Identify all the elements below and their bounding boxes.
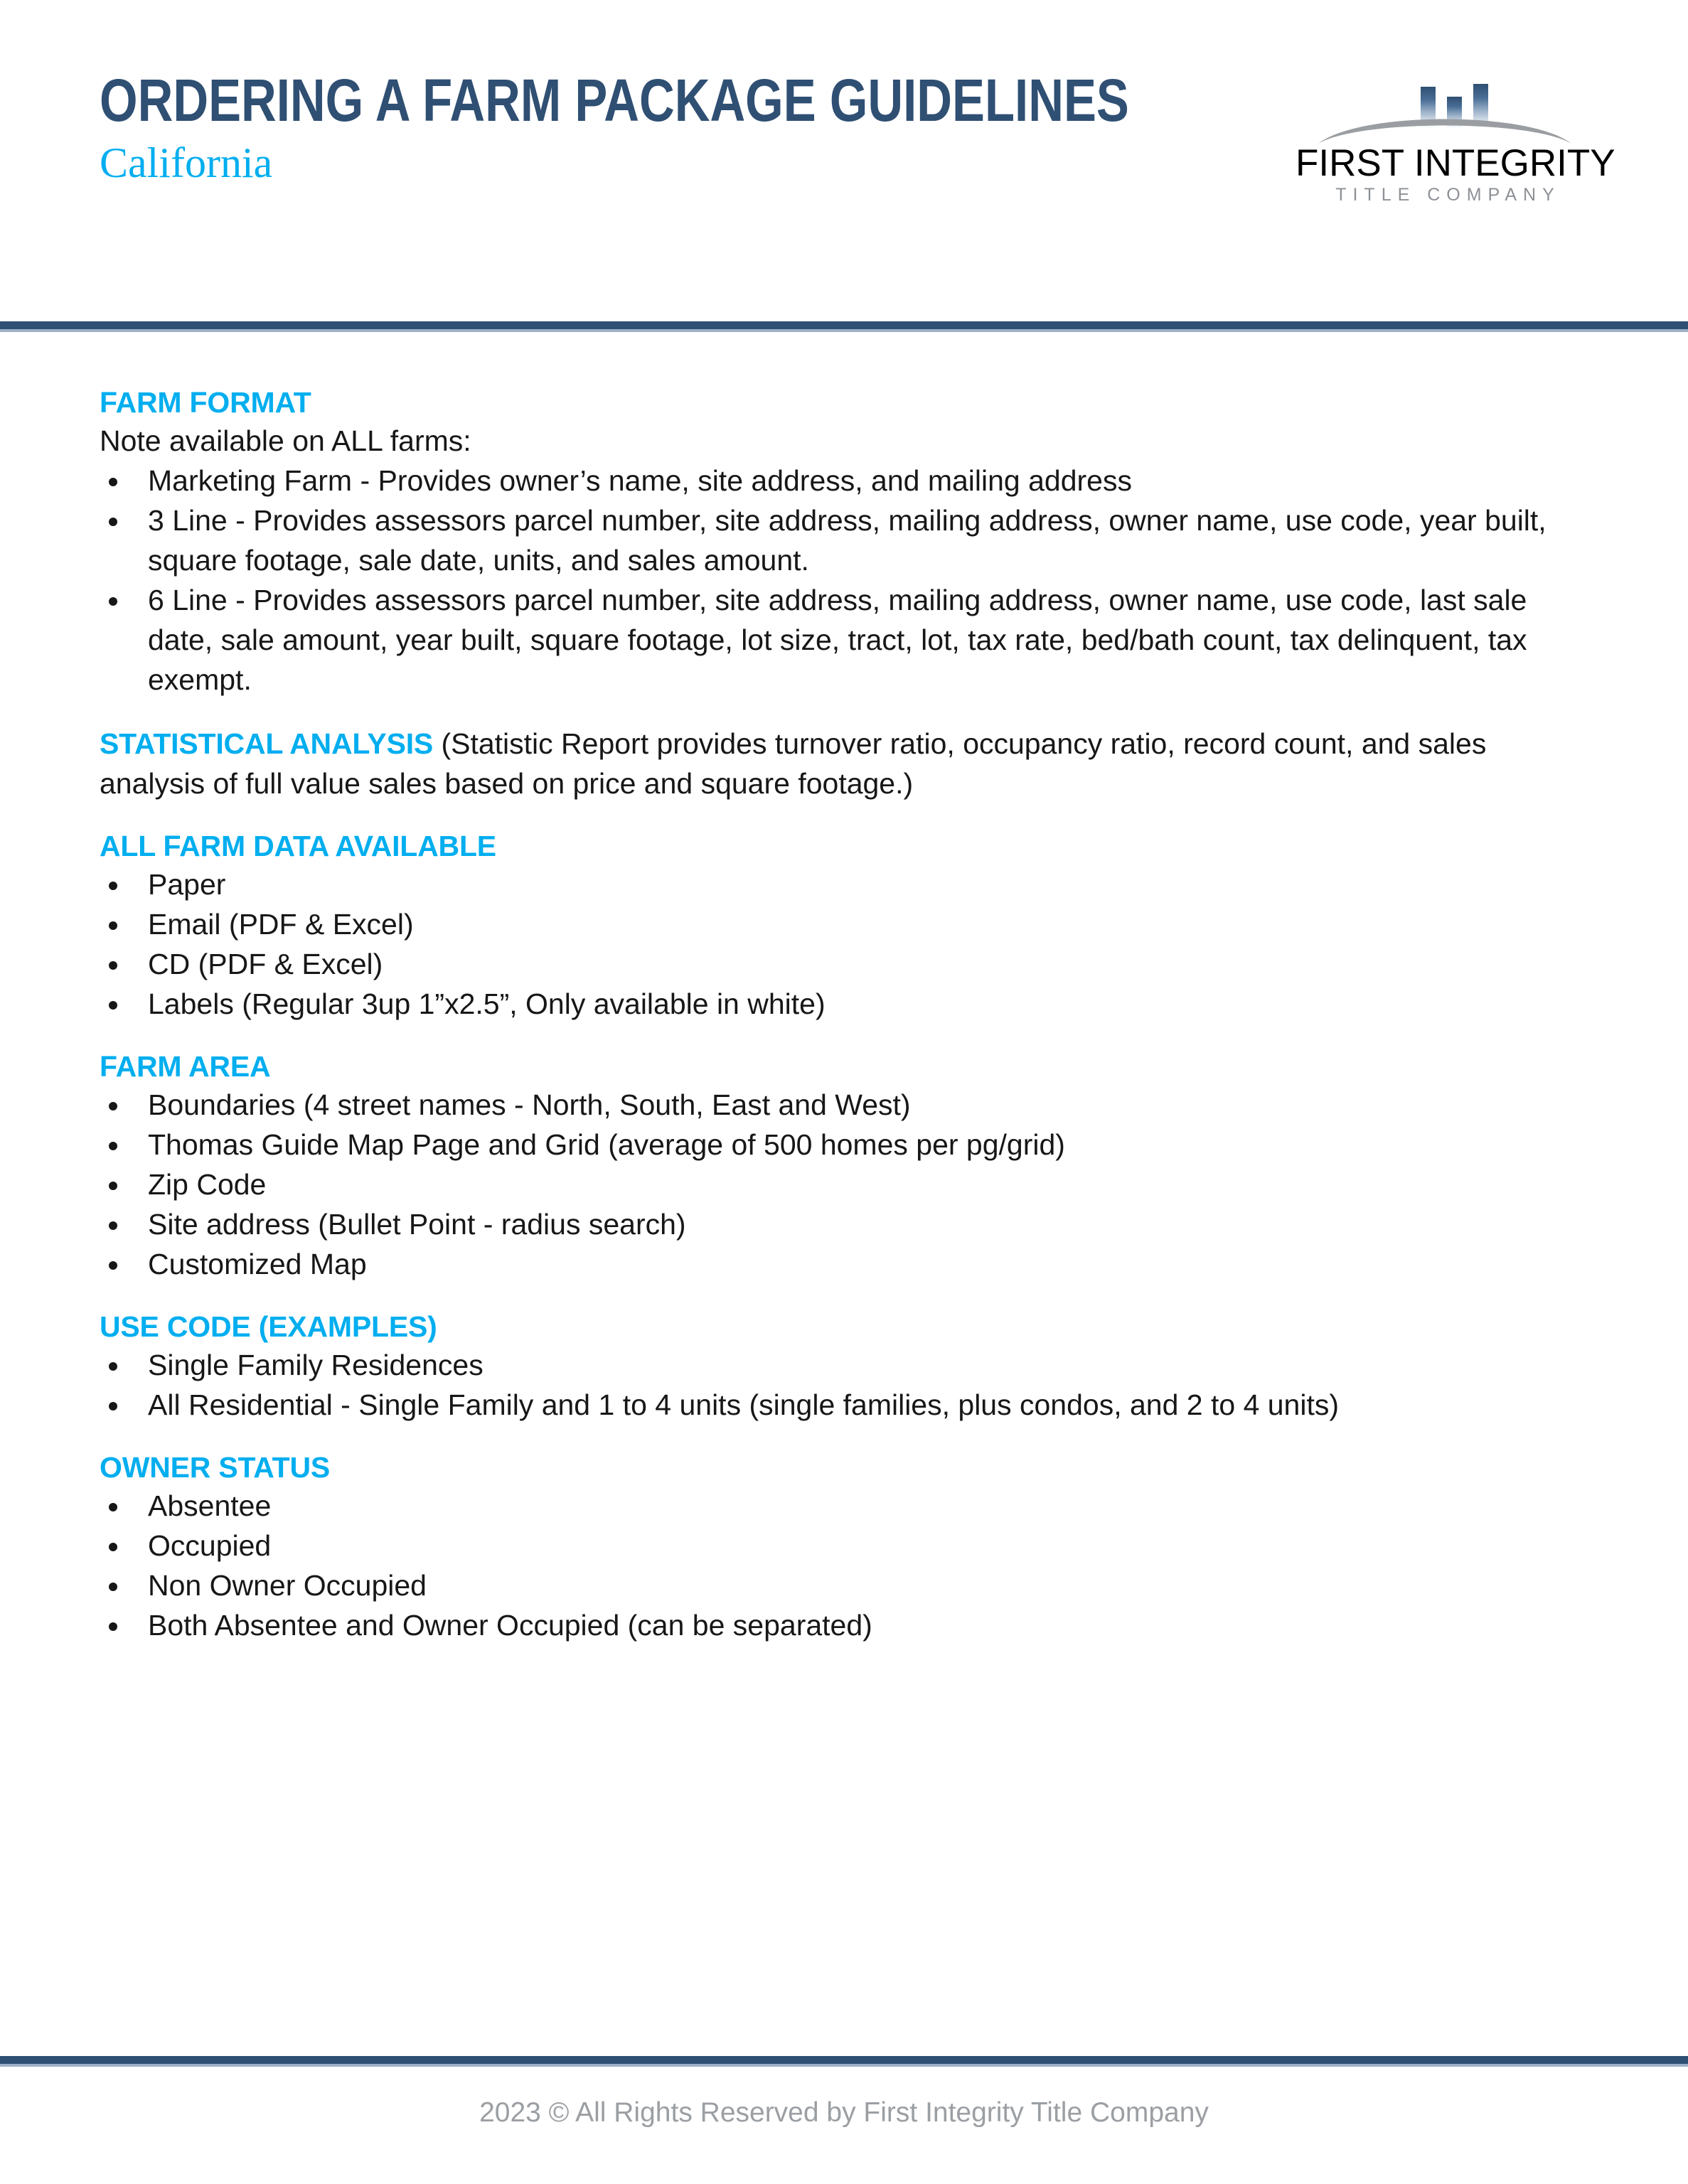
all-farm-data-bullet-list [100,864,1588,1024]
section-heading-use-code-examples: USE CODE (EXAMPLES) [100,1310,437,1343]
farm-format-lead-text: Note available on ALL farms: [100,424,471,457]
list-item: Zip Code [100,1165,1588,1204]
statistical-analysis-body: (Statistic Report provides turnover ratio, occupancy ratio, record count, and sales analysis of full value sales based on price and square footage.) [100,727,1487,800]
title-block [100,68,1308,186]
list-item: Both Absentee and Owner Occupied (can be separated) [100,1605,1588,1645]
list-item: Boundaries (4 street names - North, South, East and West) [100,1085,1588,1125]
section-heading-owner-status: OWNER STATUS [100,1451,331,1484]
section-farm-area [100,1048,1588,1284]
footer-divider [0,2056,1688,2067]
section-owner-status [100,1449,1588,1645]
list-item: Paper [100,864,1588,904]
page-header [0,0,1688,313]
section-use-code-examples [100,1308,1588,1425]
logo-arc-icon [1317,104,1573,146]
section-heading-farm-area: FARM AREA [100,1050,271,1083]
section-heading-farm-format: FARM FORMAT [100,386,311,419]
header-divider-thick [0,321,1688,329]
footer-divider-thick [0,2056,1688,2064]
statistical-analysis-paragraph [100,724,1588,803]
list-item: Site address (Bullet Point - radius search) [100,1204,1588,1244]
logo-company-tagline: TITLE COMPANY [1335,185,1561,205]
header-divider [0,321,1688,332]
list-item: 3 Line - Provides assessors parcel number, site address, mailing address, owner name, use code, year built, square footage, sale date, units, and sales amount. [100,500,1588,580]
list-item: Marketing Farm - Provides owner’s name, site address, and mailing address [100,461,1588,500]
farm-area-bullet-list [100,1085,1588,1284]
page-title: ORDERING A FARM PACKAGE GUIDELINES [100,67,1129,134]
list-item: Customized Map [100,1244,1588,1284]
document-body [100,384,1588,1669]
owner-status-bullet-list [100,1486,1588,1645]
list-item: CD (PDF & Excel) [100,944,1588,984]
page-footer [0,2096,1688,2130]
list-item: 6 Line - Provides assessors parcel number, site address, mailing address, owner name, use code, last sale date, sale amount, year built, square footage, lot size, tract, lot, tax rate, bed/bath count, tax delinquent, tax exempt. [100,580,1588,700]
page-subtitle-state: California [100,139,273,186]
section-all-farm-data-available [100,828,1588,1024]
section-farm-format [100,384,1588,700]
list-item: Labels (Regular 3up 1”x2.5”, Only available in white) [100,984,1588,1024]
list-item: Non Owner Occupied [100,1565,1588,1605]
list-item: Thomas Guide Map Page and Grid (average of 500 homes per pg/grid) [100,1125,1588,1165]
footer-divider-thin [0,2064,1688,2067]
list-item: Email (PDF & Excel) [100,904,1588,944]
section-statistical-analysis [100,724,1588,803]
header-divider-thin [0,329,1688,332]
section-heading-statistical-analysis: STATISTICAL ANALYSIS [100,727,434,760]
list-item: All Residential - Single Family and 1 to 4 units (single families, plus condos, and 2 to 4 units) [100,1385,1588,1425]
list-item: Absentee [100,1486,1588,1526]
logo-company-name: FIRST INTEGRITY [1296,142,1615,184]
list-item: Occupied [100,1526,1588,1565]
section-heading-all-farm-data-available: ALL FARM DATA AVAILABLE [100,830,496,862]
company-logo [1296,84,1615,205]
farm-format-bullet-list [100,461,1588,700]
footer-copyright: 2023 © All Rights Reserved by First Integrity Title Company [479,2097,1209,2128]
use-code-bullet-list [100,1345,1588,1425]
list-item: Single Family Residences [100,1345,1588,1385]
